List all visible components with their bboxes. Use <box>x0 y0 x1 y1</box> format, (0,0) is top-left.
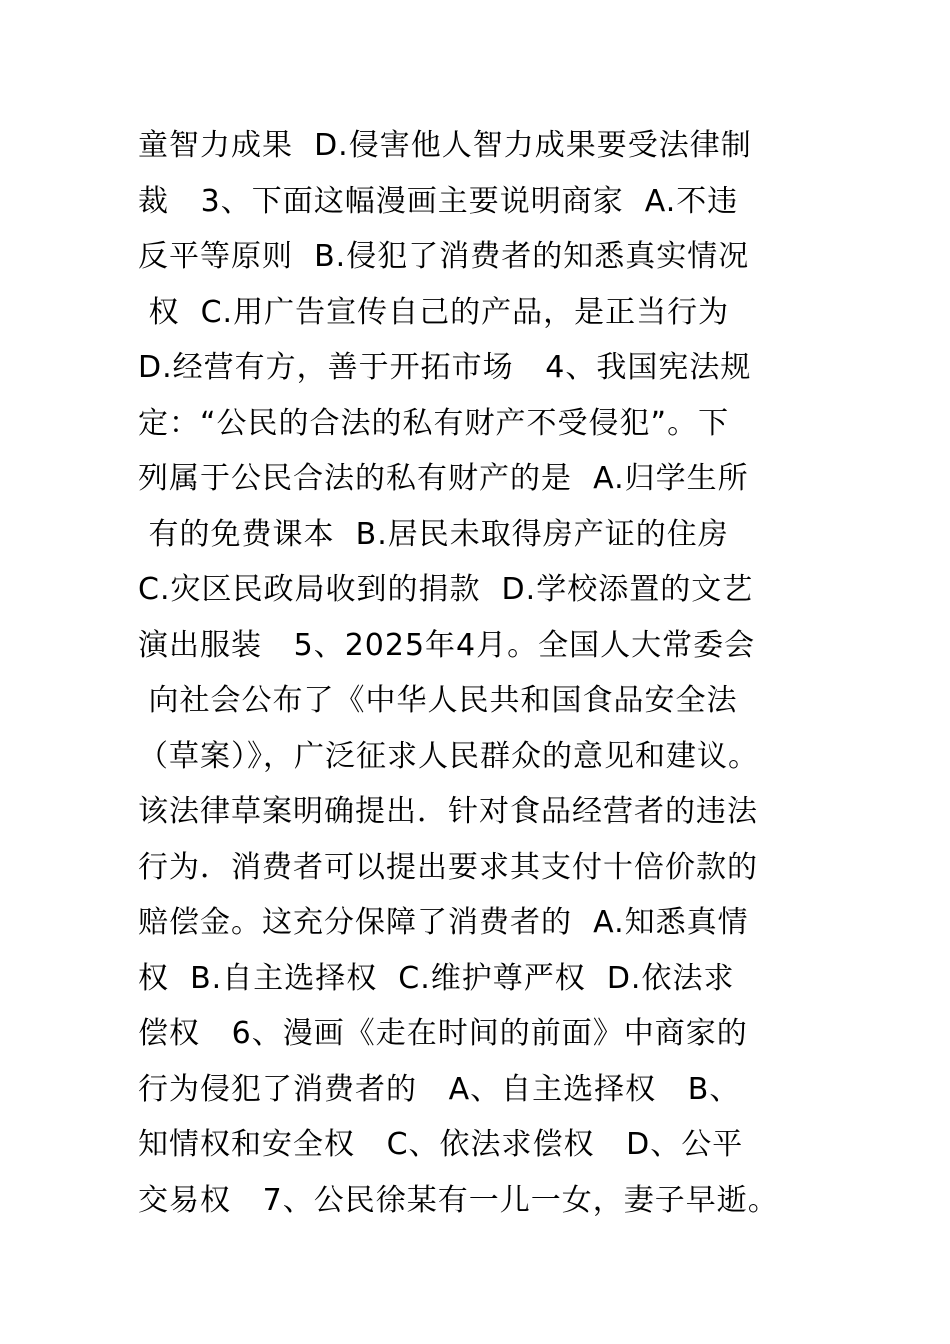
text-line: 偿权 6、漫画《走在时间的前面》中商家的 <box>138 1016 748 1051</box>
text-line: 行为侵犯了消费者的 A、自主选择权 B、 <box>138 1071 741 1107</box>
text-line: 行为．消费者可以提出要求其支付十倍价款的 <box>138 849 758 885</box>
text-line: 向社会公布了《中华人民共和国食品安全法 <box>138 683 738 718</box>
text-line: 赔偿金。这充分保障了消费者的 A.知悉真情 <box>138 905 749 940</box>
text-line: 定：“公民的合法的私有财产不受侵犯”。下 <box>138 405 730 441</box>
text-line: 知情权和安全权 C、依法求偿权 D、公平 <box>138 1127 744 1162</box>
text-line: C.灾区民政局收到的捐款 D.学校添置的文艺 <box>138 572 754 607</box>
text-line: 裁 3、下面这幅漫画主要说明商家 A.不违 <box>138 183 739 219</box>
text-line: D.经营有方，善于开拓市场 4、我国宪法规 <box>138 350 752 385</box>
text-line: 童智力成果 D.侵害他人智力成果要受法律制 <box>138 128 752 163</box>
text-line: 演出服装 5、2025年4月。全国人大常委会 <box>138 627 756 663</box>
text-line: 权 B.自主选择权 C.维护尊严权 D.依法求 <box>138 960 735 996</box>
text-line: 列属于公民合法的私有财产的是 A.归学生所 <box>138 461 749 496</box>
text-line: 权 C.用广告宣传自己的产品，是正当行为 <box>138 294 740 330</box>
text-line: 该法律草案明确提出．针对食品经营者的违法 <box>138 794 758 829</box>
text-line: 交易权 7、公民徐某有一儿一女，妻子早逝。 <box>138 1182 779 1218</box>
text-line: 反平等原则 B.侵犯了消费者的知悉真实情况 <box>138 239 750 274</box>
text-line: （草案）》，广泛征求人民群众的意见和建议。 <box>138 738 759 774</box>
text-line: 有的免费课本 B.居民未取得房产证的住房 <box>138 516 740 552</box>
body-text <box>138 118 838 1228</box>
